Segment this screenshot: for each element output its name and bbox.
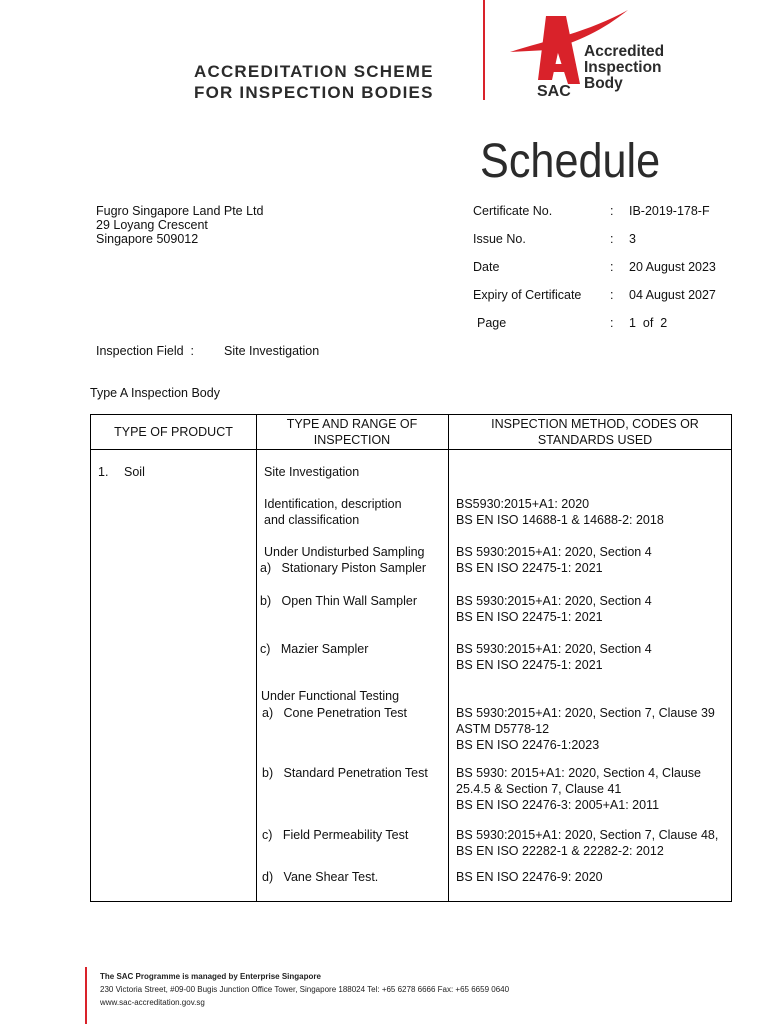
stationary-standards: BS 5930:2015+A1: 2020, Section 4 BS EN ISO 22475-1: 2021 — [456, 545, 652, 575]
identification-item: Identification, description and classification — [264, 497, 402, 527]
scheme-title — [194, 61, 434, 103]
product-name: Soil — [124, 465, 145, 479]
cert-label: Issue No. — [473, 232, 526, 246]
scheme-title-line-1: ACCREDITATION SCHEME — [194, 62, 434, 81]
open-thin-wall-sampler: b) Open Thin Wall Sampler — [260, 594, 418, 608]
cone-penetration-test: a) Cone Penetration Test — [262, 706, 407, 720]
inspection-body-type: Type A Inspection Body — [90, 386, 220, 400]
company-city: Singapore 509012 — [96, 232, 199, 246]
scope-table — [90, 414, 732, 902]
logo-line-inspection: Inspection — [584, 59, 662, 76]
logo-line-accredited: Accredited — [584, 43, 665, 60]
cert-label: Page — [477, 316, 507, 330]
footer-divider — [85, 967, 87, 1024]
footer-managed-by: The SAC Programme is managed by Enterprise Singapore — [100, 972, 321, 981]
company-street: 29 Loyang Crescent — [96, 218, 208, 232]
cert-value: 04 August 2027 — [629, 288, 716, 302]
site-investigation: Site Investigation — [264, 465, 360, 479]
cert-sep: : — [610, 260, 614, 274]
cert-value: 20 August 2023 — [629, 260, 716, 274]
company-name: Fugro Singapore Land Pte Ltd — [96, 204, 264, 218]
header-type-and-range: TYPE AND RANGE OF INSPECTION — [286, 417, 418, 447]
cert-value: 1 of 2 — [629, 316, 668, 330]
cert-label: Certificate No. — [473, 204, 553, 218]
header-divider — [483, 0, 485, 100]
cert-sep: : — [610, 316, 614, 330]
company-address — [96, 204, 263, 246]
stationary-piston-sampler: a) Stationary Piston Sampler — [260, 561, 427, 575]
table-header-divider — [91, 449, 731, 450]
table-divider — [448, 415, 449, 901]
field-permeability-test: c) Field Permeability Test — [262, 828, 409, 842]
logo-sac: SAC — [537, 83, 571, 100]
footer — [100, 970, 509, 1009]
vane-shear-test: d) Vane Shear Test. — [262, 870, 379, 884]
open-thin-standards: BS 5930:2015+A1: 2020, Section 4 BS EN ISO 22475-1: 2021 — [456, 594, 652, 624]
scheme-title-line-2: FOR INSPECTION BODIES — [194, 83, 434, 102]
inspection-field-value: Site Investigation — [224, 344, 320, 358]
cert-label: Date — [473, 260, 500, 274]
cert-value: 3 — [629, 232, 636, 246]
spt-standards: BS 5930: 2015+A1: 2020, Section 4, Clause 25.4.5 & Section 7, Clause 41 BS EN ISO 22476-3: 2005+A1: 2011 — [456, 766, 701, 812]
footer-website-link[interactable]: www.sac-accreditation.gov.sg — [100, 998, 205, 1007]
functional-testing-heading: Under Functional Testing — [261, 689, 400, 703]
permeability-standards: BS 5930:2015+A1: 2020, Section 7, Clause 48, BS EN ISO 22282-1 & 22282-2: 2012 — [456, 828, 719, 858]
product-number: 1. — [98, 465, 109, 479]
header-inspection-method: INSPECTION METHOD, CODES OR STANDARDS USED — [491, 417, 699, 447]
header-type-of-product: TYPE OF PRODUCT — [114, 425, 233, 439]
cert-sep: : — [610, 288, 614, 302]
inspection-field — [96, 344, 320, 358]
page-title: Schedule — [480, 135, 661, 188]
footer-address: 230 Victoria Street, #09-00 Bugis Junction Office Tower, Singapore 188024 Tel: +65 6278 6666 Fax: +65 6659 0640 — [100, 985, 510, 994]
identification-standards: BS5930:2015+A1: 2020 BS EN ISO 14688-1 & 14688-2: 2018 — [456, 497, 664, 527]
cert-sep: : — [610, 232, 614, 246]
cert-sep: : — [610, 204, 614, 218]
vane-standards: BS EN ISO 22476-9: 2020 — [456, 870, 603, 884]
standard-penetration-test: b) Standard Penetration Test — [262, 766, 428, 780]
logo-wordmark — [584, 44, 664, 92]
inspection-field-label: Inspection Field : — [96, 344, 194, 358]
mazier-standards: BS 5930:2015+A1: 2020, Section 4 BS EN ISO 22475-1: 2021 — [456, 642, 652, 672]
cone-standards: BS 5930:2015+A1: 2020, Section 7, Clause 39 ASTM D5778-12 BS EN ISO 22476-1:2023 — [456, 706, 715, 752]
undisturbed-sampling-heading: Under Undisturbed Sampling — [264, 545, 425, 559]
table-divider — [256, 415, 257, 901]
cert-label: Expiry of Certificate — [473, 288, 582, 302]
mazier-sampler: c) Mazier Sampler — [260, 642, 369, 656]
logo-line-body: Body — [584, 75, 623, 92]
cert-value: IB-2019-178-F — [629, 204, 710, 218]
